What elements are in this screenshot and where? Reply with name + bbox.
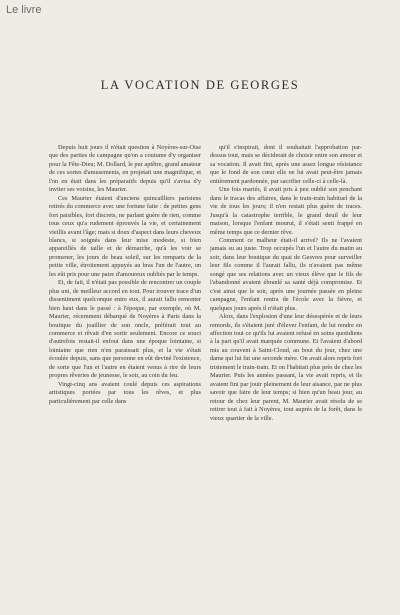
paragraph: Ces Maurier étaient d'anciens quincailliers parisiens retirés du commerce avec une fortune faite : de petites gens fort paisibles, fort discrets, ne parlant guère de rien, comme tous ceux qu'a rudement éprouvés la vie, et certainement vieillis avant l'âge; mais si doux d'aspect dans leurs cheveux blancs, si soignés dans leur mise modeste, si bien appareillés de taille et de démarche, qu'à les voir se promener, les jours de beau soleil, sur les remparts de la petite ville, étroitement appuyés au bras l'un de l'autre, on les eût pris pour une paire d'amoureux oubliés par le temps. xyxy=(49,194,201,278)
paragraph: Une fois mariés, il avait pris à peu oublié son penchant dans le tracas des affaires, dans le train-train habituel de la vie de tous les jours; il n'en restait plus guère de traces. Jusqu'à la catastrophe terrible, le grand deuil de leur maison, lorsque l'enfant mourut, il s'était senti frappé en même temps que ce dernier rêve. xyxy=(210,186,362,236)
paragraph: Et, de fait, il n'était pas possible de rencontrer un couple plus uni, de meilleur accord en tout. Pour trouver trace d'un dissentiment quelconque entre eux, il aurait fallu remonter bien haut dans le passé : à l'époque, par exemple, où M. Maurier, récemment débarqué de Noyères à Paris dans la boutique du joaillier de son oncle, préférait tout au commerce et rêvait d'en sortir seulement. Encore ce souci d'autrefois restait-il enfoui dans une époque lointaine, si lointaine que rien n'en paraissait plus, et la vie s'était écoulée depuis, sans que personne en eût deviné l'existence, de sorte que l'un et l'autre en étaient venus à rire de leurs propres rêveries de jeunesse, le soir, au coin du feu. xyxy=(49,279,201,380)
paragraph: qu'il s'inspirait, dont il souhaitait l'approbation par-dessus tout, mais se déciderait de choisir entre son amour et sa vocation. Il avait fini, après une assez longue résistance que le fond de son cœur elle ne lui avait peut-être jamais entièrement pardonnée, par sacrifier celle-ci à celle-là. xyxy=(210,144,362,185)
paragraph: Depuis huit jours il n'était question à Noyères-sur-Oise que des parties de campagne qu'on a coutume d'y organiser pour la Fête-Dieu; M. Dollard, le pur aptêtre, grand amateur de ces sortes d'amusements, en projetait une magnifique, et l'on en était dans les préparatifs depuis qu'il s'avisa d'y inviter ses voisins, les Maurier. xyxy=(49,144,201,194)
paragraph: Comment ce malheur était-il arrivé? Ils ne l'avaient jamais su au juste. Trop occupés l'un et l'autre du matin au soir, dans leur boutique du quai de Gesvres pour surveiller leur fils comme il l'aurait fallu, ils n'avaient pas même songé que ses relations avec un vieux élève que le fils de l'abandonné avaient ébranlé sa santé déjà compromise. Et c'est ainsi que le soir, après une journée passée en pleine campagne, l'enfant rentra de l'école avec la fièvre, et quelques jours après il n'était plus. xyxy=(210,236,362,312)
paragraph: Alors, dans l'explosion d'une leur désespérée et de leurs remords, ils s'étaient juré d'élever l'enfant, de lui rendre en affection tout ce qu'ils lui avaient refusé en soins quotidiens à la part qu'il avait marquée commune. Et l'avaient d'abord mis au couvent à Saint-Cloud, au bout du jour, chez une dame qui lui fut une seconde mère. On avait alors repris fort tristement le train-train. Et on l'habitait plus près de chez les Maurier. Puis les années passant, la vie avait repris, et ils avaient fini par jouir pleinement de leur aisance, par ne plus savoir que faire de leur temps; si bien qu'un beau jour, au retour de chez leur parent, M. Maurier avait résolu de se retirer tout à fait à Noyères, tout auprès de la forêt, dans le vieux quartier de la ville. xyxy=(210,313,362,422)
page-title: LA VOCATION DE GEORGES xyxy=(100,78,300,92)
text-column-left xyxy=(49,144,201,600)
text-column-right xyxy=(210,144,362,600)
watermark: Le livre xyxy=(6,4,42,16)
paragraph: Vingt-cinq ans avaient coulé depuis ces aspirations artistiques portées par tous les rêves, et plus particulièrement par celle dans xyxy=(49,380,201,405)
